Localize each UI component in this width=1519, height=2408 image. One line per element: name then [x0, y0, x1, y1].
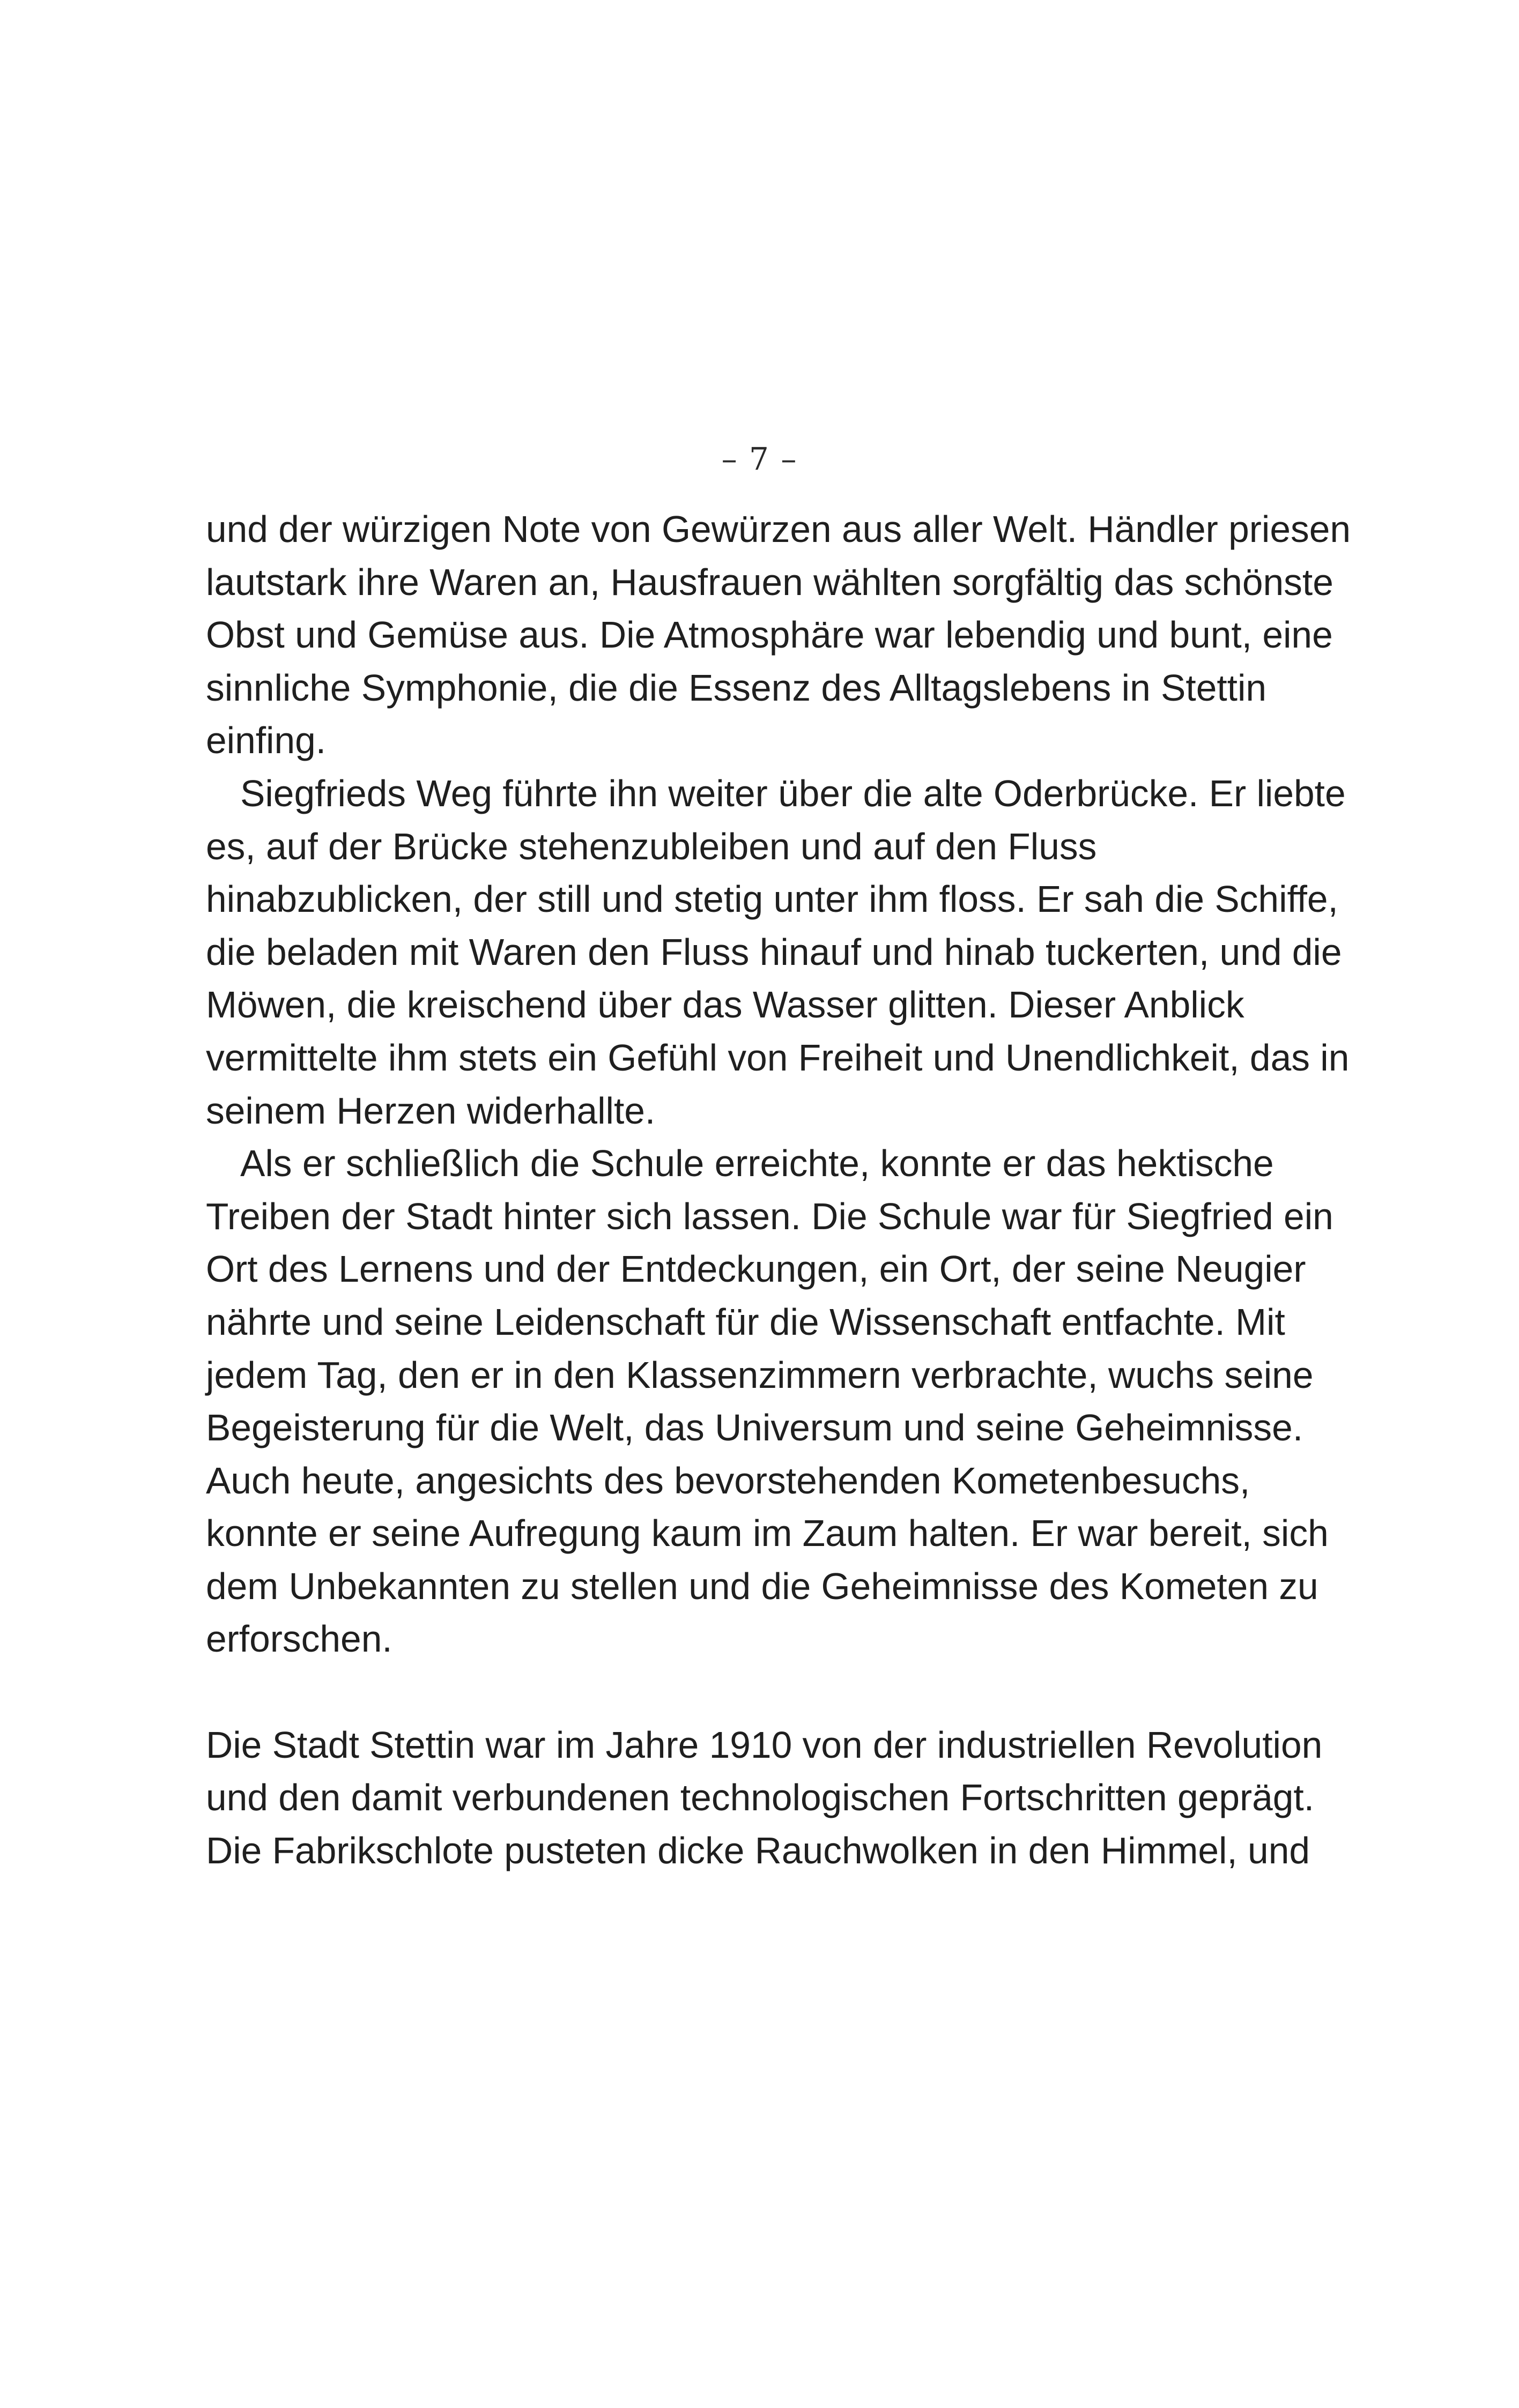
- text-line: Die Fabrikschlote pusteten dicke Rauchwolken in den Himmel, und: [206, 1829, 1310, 1871]
- text-line: hinabzublicken, der still und stetig unter ihm floss. Er sah die Schiffe,: [206, 878, 1338, 920]
- text-line: und der würzigen Note von Gewürzen aus aller Welt. Händler priesen: [206, 508, 1351, 550]
- text-line: konnte er seine Aufregung kaum im Zaum halten. Er war bereit, sich: [206, 1512, 1329, 1555]
- text-line: Ort des Lernens und der Entdeckungen, ein Ort, der seine Neugier: [206, 1248, 1306, 1290]
- text-line: lautstark ihre Waren an, Hausfrauen wählten sorgfältig das schönste: [206, 561, 1333, 603]
- text-line: vermittelte ihm stets ein Gefühl von Freiheit und Unendlichkeit, das in: [206, 1036, 1350, 1079]
- text-line: es, auf der Brücke stehenzubleiben und auf den Fluss: [206, 825, 1097, 867]
- paragraph-gap: [206, 1666, 1359, 1719]
- paragraph-first-line: Die Stadt Stettin war im Jahre 1910 von der industriellen Revolution: [206, 1723, 1323, 1766]
- text-line: einfing.: [206, 719, 327, 762]
- text-line: nährte und seine Leidenschaft für die Wissenschaft entfachte. Mit: [206, 1300, 1285, 1343]
- text-line: erforschen.: [206, 1618, 392, 1660]
- page-number: – 7 –: [721, 441, 798, 477]
- text-line: sinnliche Symphonie, die die Essenz des Alltagslebens in Stettin: [206, 666, 1267, 709]
- text-line: seinem Herzen widerhallte.: [206, 1089, 656, 1132]
- text-line: die beladen mit Waren den Fluss hinauf und hinab tuckerten, und die: [206, 931, 1342, 973]
- text-line: Möwen, die kreischend über das Wasser glitten. Dieser Anblick: [206, 984, 1244, 1026]
- text-line: Treiben der Stadt hinter sich lassen. Die Schule war für Siegfried ein: [206, 1195, 1333, 1237]
- paragraph-first-line: Als er schließlich die Schule erreichte, konnte er das hektische: [240, 1142, 1274, 1185]
- text-line: jedem Tag, den er in den Klassenzimmern verbrachte, wuchs seine: [206, 1354, 1314, 1396]
- text-line: Auch heute, angesichts des bevorstehenden Kometenbesuchs,: [206, 1459, 1250, 1502]
- text-line: dem Unbekannten zu stellen und die Geheimnisse des Kometen zu: [206, 1565, 1318, 1607]
- text-line: und den damit verbundenen technologischen Fortschritten geprägt.: [206, 1777, 1315, 1819]
- text-line: Obst und Gemüse aus. Die Atmosphäre war lebendig und bunt, eine: [206, 614, 1333, 656]
- body-text: [206, 503, 1359, 1877]
- text-line: Begeisterung für die Welt, das Universum und seine Geheimnisse.: [206, 1407, 1303, 1449]
- paragraph-first-line: Siegfrieds Weg führte ihn weiter über die alte Oderbrücke. Er liebte: [240, 772, 1346, 814]
